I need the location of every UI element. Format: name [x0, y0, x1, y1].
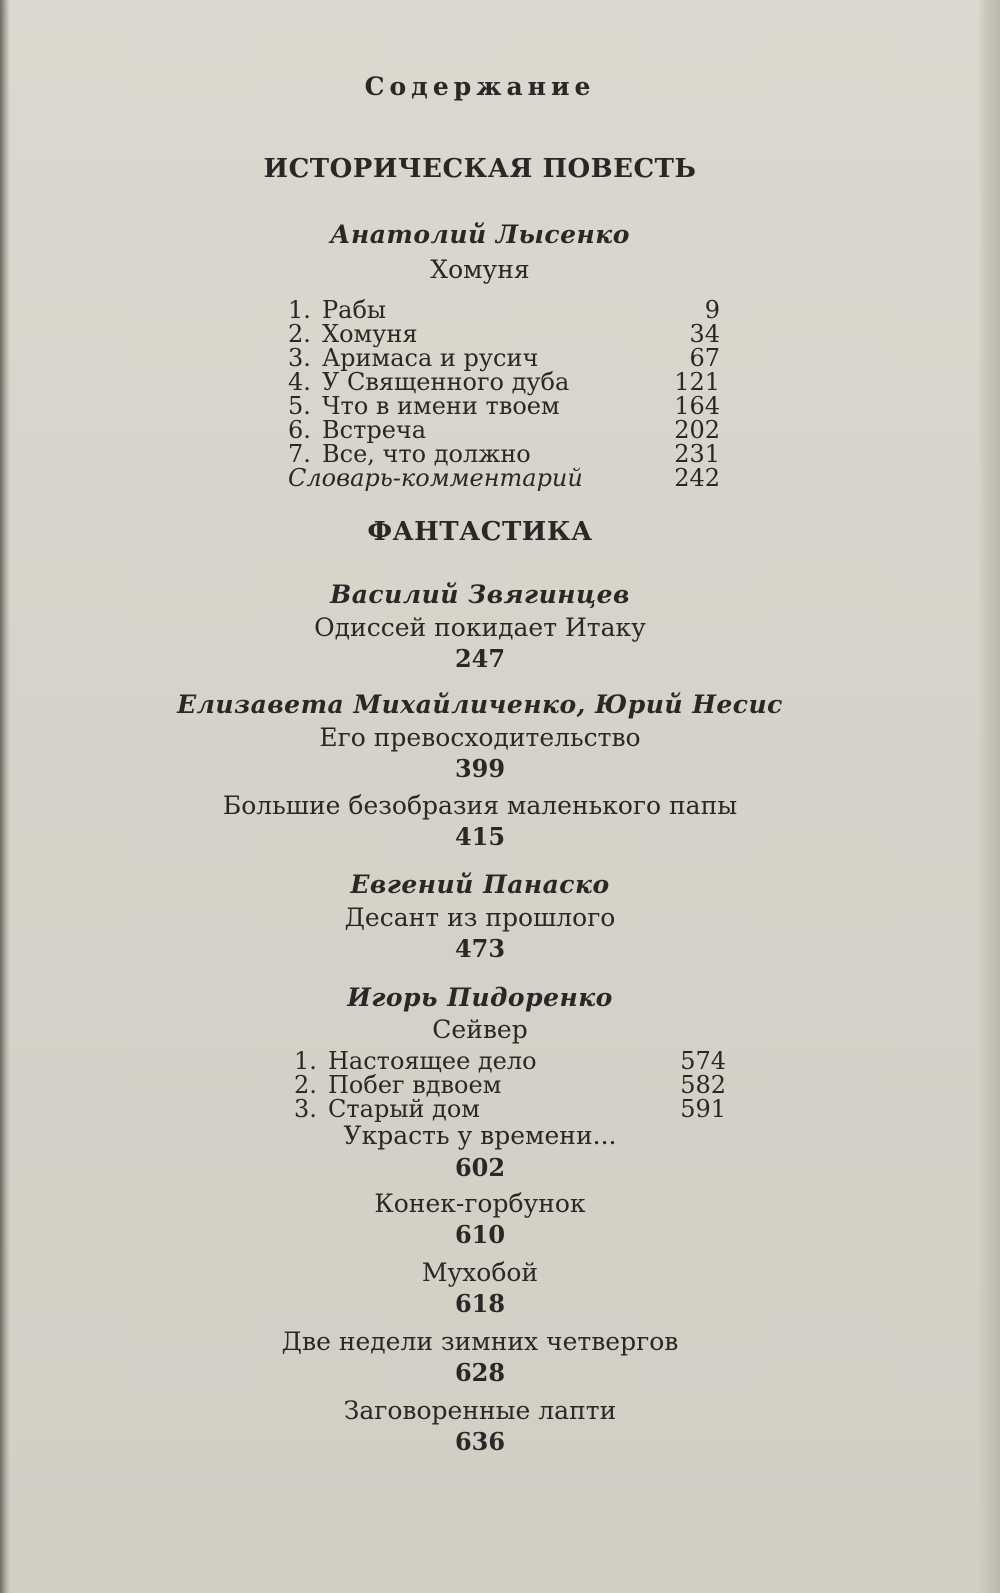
work-title: Заговоренные лапти [343, 1396, 617, 1425]
work-title: Его превосходительство [319, 723, 641, 752]
chapter-number: 2. [288, 320, 311, 348]
work-title: Мухобой [421, 1258, 539, 1287]
section-fantasy: ФАНТАСТИКА [367, 517, 593, 547]
chapter-number: 3. [294, 1095, 317, 1123]
chapter-number: 2. [294, 1071, 317, 1099]
toc-title: Содержание [364, 72, 596, 101]
work-title: Конек-горбунок [374, 1189, 586, 1218]
page-number: 574 [680, 1047, 726, 1075]
chapter-title: У Священного дуба [322, 368, 570, 396]
chapter-title: Встреча [322, 416, 427, 444]
chapter-title: Аримаса и русич [322, 344, 539, 372]
page-number: 202 [674, 416, 720, 444]
page-number: 473 [454, 934, 506, 963]
chapter-number: 7. [288, 440, 311, 468]
page-number: 399 [454, 754, 506, 783]
page-number: 618 [454, 1289, 506, 1318]
author-zvyagintsev: Василий Звягинцев [330, 580, 630, 609]
work-title: Большие безобразия маленького папы [222, 791, 738, 820]
chapter-title: Настоящее дело [328, 1047, 537, 1075]
chapter-number: 5. [288, 392, 311, 420]
page-number: 121 [674, 368, 720, 396]
chapter-number: 1. [294, 1047, 317, 1075]
toc-row [288, 465, 720, 491]
work-title: Две недели зимних четвергов [281, 1327, 679, 1356]
page-edge-right [978, 0, 1000, 1593]
chapter-title: Что в имени твоем [322, 392, 560, 420]
chapter-title: Хомуня [322, 320, 418, 348]
page-number: 242 [674, 464, 720, 492]
page-number: 636 [454, 1427, 506, 1456]
chapter-number: 6. [288, 416, 311, 444]
work-title: Украсть у времени... [343, 1121, 617, 1150]
page-number: 247 [454, 644, 506, 673]
toc-row [294, 1096, 726, 1122]
author-lysenko: Анатолий Лысенко [330, 220, 630, 249]
page-number: 34 [689, 320, 720, 348]
page-number: 67 [689, 344, 720, 372]
work-title: Одиссей покидает Итаку [314, 613, 646, 642]
chapter-title: Старый дом [328, 1095, 480, 1123]
section-historical: ИСТОРИЧЕСКАЯ ПОВЕСТЬ [263, 154, 697, 184]
author-panasko: Евгений Панаско [350, 870, 610, 899]
page-number: 164 [674, 392, 720, 420]
author-mikhailichenko-nesis: Елизавета Михайличенко, Юрий Несис [177, 690, 783, 719]
page-number: 610 [454, 1220, 506, 1249]
chapter-title: Рабы [322, 296, 387, 324]
chapter-number: 3. [288, 344, 311, 372]
chapter-number: 4. [288, 368, 311, 396]
page-number: 628 [454, 1358, 506, 1387]
chapter-number: 1. [288, 296, 311, 324]
page-number: 9 [704, 296, 720, 324]
page-number: 602 [454, 1153, 506, 1182]
page-number: 582 [680, 1071, 726, 1099]
author-pidorenko: Игорь Пидоренко [347, 983, 613, 1012]
glossary-title: Словарь-комментарий [288, 464, 583, 492]
page-number: 415 [454, 822, 506, 851]
chapter-title: Все, что должно [322, 440, 531, 468]
work-title-khomunya: Хомуня [430, 255, 530, 284]
work-title-seiver: Сейвер [432, 1015, 528, 1044]
chapter-title: Побег вдвоем [328, 1071, 502, 1099]
page-number: 231 [674, 440, 720, 468]
page-number: 591 [680, 1095, 726, 1123]
work-title: Десант из прошлого [344, 903, 616, 932]
